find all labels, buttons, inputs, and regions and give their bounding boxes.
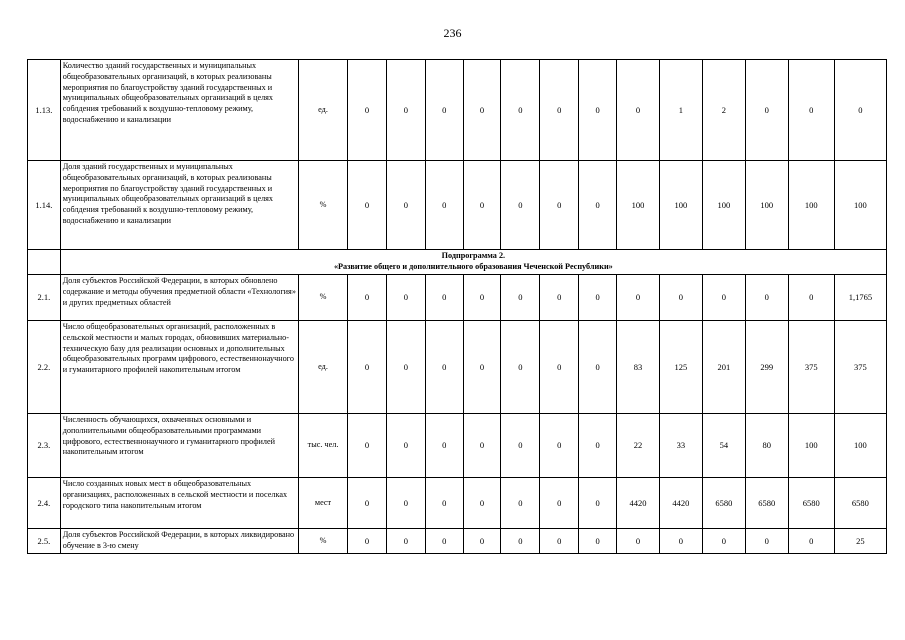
value-cell: 0 (386, 478, 425, 529)
value-cell: 0 (540, 321, 579, 414)
value-cell: 0 (616, 275, 659, 321)
value-cell: 0 (425, 60, 463, 161)
subprogram-title: Подпрограмма 2. (441, 251, 506, 261)
unit-of-measure: ед. (298, 60, 347, 161)
value-cell: 100 (616, 161, 659, 250)
value-cell: 0 (540, 161, 579, 250)
value-cell: 0 (745, 529, 788, 554)
value-cell: 25 (834, 529, 886, 554)
row-number: 2.1. (28, 275, 61, 321)
value-cell: 0 (745, 60, 788, 161)
value-cell: 0 (348, 414, 387, 478)
value-cell: 1,1765 (834, 275, 886, 321)
value-cell: 0 (579, 529, 617, 554)
value-cell: 0 (540, 414, 579, 478)
row-number: 2.5. (28, 529, 61, 554)
page-number: 236 (443, 26, 462, 40)
value-cell: 0 (463, 478, 501, 529)
value-cell: 375 (834, 321, 886, 414)
value-cell: 0 (463, 529, 501, 554)
unit-of-measure: мест (298, 478, 347, 529)
unit-of-measure: тыс. чел. (298, 414, 347, 478)
value-cell: 0 (579, 414, 617, 478)
unit-of-measure: % (298, 161, 347, 250)
value-cell: 0 (540, 60, 579, 161)
row-number: 2.4. (28, 478, 61, 529)
value-cell: 0 (348, 478, 387, 529)
subprogram-heading (60, 250, 886, 275)
value-cell: 0 (463, 60, 501, 161)
value-cell: 83 (616, 321, 659, 414)
value-cell: 0 (540, 529, 579, 554)
indicator-description: Количество зданий государственных и муниципальных общеобразовательных организаций, в которых реализованы мероприятия по благоустройству зданий государственных и муниципальных общеобразовательных организаций в целях соблдения требований к воздушно-тепловому режиму, водоснабжению и канализации (60, 60, 298, 161)
value-cell: 0 (386, 414, 425, 478)
value-cell: 0 (386, 321, 425, 414)
row-number: 2.2. (28, 321, 61, 414)
value-cell: 0 (386, 60, 425, 161)
value-cell: 0 (501, 60, 540, 161)
value-cell: 0 (463, 275, 501, 321)
subprogram-row (28, 250, 887, 275)
indicator-description: Доля субъектов Российской Федерации, в которых ликвидировано обучение в 3-ю смену (60, 529, 298, 554)
unit-of-measure: ед. (298, 321, 347, 414)
value-cell: 0 (348, 161, 387, 250)
value-cell: 0 (386, 529, 425, 554)
value-cell: 0 (463, 414, 501, 478)
value-cell: 80 (745, 414, 788, 478)
value-cell: 0 (659, 529, 702, 554)
indicator-description: Доля зданий государственных и муниципальных общеобразовательных организаций, в которых реализованы мероприятия по благоустройству зданий государственных и муниципальных общеобразовательных организаций в целях соблдения требований к воздушно-тепловому режиму, водоснабжению и канализации (60, 161, 298, 250)
value-cell: 0 (386, 161, 425, 250)
value-cell: 0 (348, 529, 387, 554)
row-number: 1.13. (28, 60, 61, 161)
value-cell: 0 (788, 529, 834, 554)
value-cell: 0 (386, 275, 425, 321)
value-cell: 1 (659, 60, 702, 161)
value-cell: 0 (425, 414, 463, 478)
table-row (28, 161, 887, 250)
value-cell: 0 (702, 529, 745, 554)
value-cell: 0 (501, 321, 540, 414)
value-cell: 2 (702, 60, 745, 161)
value-cell: 0 (702, 275, 745, 321)
table-row (28, 275, 887, 321)
table-row (28, 321, 887, 414)
value-cell: 0 (425, 321, 463, 414)
value-cell: 100 (834, 161, 886, 250)
value-cell: 0 (834, 60, 886, 161)
row-number: 2.3. (28, 414, 61, 478)
value-cell: 100 (745, 161, 788, 250)
value-cell: 0 (501, 275, 540, 321)
value-cell: 0 (616, 60, 659, 161)
value-cell: 22 (616, 414, 659, 478)
value-cell: 100 (788, 414, 834, 478)
value-cell: 201 (702, 321, 745, 414)
value-cell: 0 (463, 321, 501, 414)
value-cell: 0 (501, 529, 540, 554)
indicator-description: Доля субъектов Российской Федерации, в которых обновлено содержание и методы обучения предметной области «Технология» и других предметных областей (60, 275, 298, 321)
value-cell: 6580 (834, 478, 886, 529)
subprogram-num-cell (28, 250, 61, 275)
value-cell: 375 (788, 321, 834, 414)
subprogram-name: «Развитие общего и дополнительного образования Чеченской Республики» (333, 262, 613, 271)
value-cell: 0 (579, 60, 617, 161)
value-cell: 0 (540, 275, 579, 321)
value-cell: 33 (659, 414, 702, 478)
value-cell: 0 (501, 478, 540, 529)
value-cell: 100 (702, 161, 745, 250)
row-number: 1.14. (28, 161, 61, 250)
value-cell: 0 (579, 275, 617, 321)
value-cell: 0 (788, 275, 834, 321)
value-cell: 0 (616, 529, 659, 554)
unit-of-measure: % (298, 529, 347, 554)
value-cell: 0 (425, 529, 463, 554)
value-cell: 0 (579, 161, 617, 250)
value-cell: 4420 (659, 478, 702, 529)
value-cell: 100 (788, 161, 834, 250)
table-row (28, 60, 887, 161)
value-cell: 100 (659, 161, 702, 250)
value-cell: 54 (702, 414, 745, 478)
indicator-description: Число общеобразовательных организаций, расположенных в сельской местности и малых городах, обновивших материально-техническую базу для реализации основных и дополнительных общеобразовательных программ цифрового, естественнонаучного и гуманитарного профилей накопительным итогом (60, 321, 298, 414)
value-cell: 0 (425, 161, 463, 250)
table-row (28, 478, 887, 529)
indicator-description: Численность обучающихся, охваченных основными и дополнительными общеобразовательными программами цифрового, естественнонаучного и гуманитарного профилей накопительным итогом (60, 414, 298, 478)
value-cell: 0 (348, 60, 387, 161)
unit-of-measure: % (298, 275, 347, 321)
indicators-table (27, 59, 887, 554)
value-cell: 100 (834, 414, 886, 478)
value-cell: 0 (348, 321, 387, 414)
value-cell: 0 (501, 161, 540, 250)
value-cell: 0 (348, 275, 387, 321)
value-cell: 6580 (788, 478, 834, 529)
table-row (28, 414, 887, 478)
value-cell: 299 (745, 321, 788, 414)
table-row (28, 529, 887, 554)
value-cell: 4420 (616, 478, 659, 529)
value-cell: 0 (788, 60, 834, 161)
value-cell: 0 (425, 478, 463, 529)
value-cell: 6580 (745, 478, 788, 529)
value-cell: 0 (463, 161, 501, 250)
indicator-description: Число созданных новых мест в общеобразовательных организациях, расположенных в сельской местности и поселках городского типа накопительным итогом (60, 478, 298, 529)
value-cell: 0 (659, 275, 702, 321)
value-cell: 0 (540, 478, 579, 529)
value-cell: 0 (425, 275, 463, 321)
value-cell: 0 (579, 478, 617, 529)
value-cell: 0 (579, 321, 617, 414)
value-cell: 0 (745, 275, 788, 321)
value-cell: 125 (659, 321, 702, 414)
value-cell: 6580 (702, 478, 745, 529)
value-cell: 0 (501, 414, 540, 478)
